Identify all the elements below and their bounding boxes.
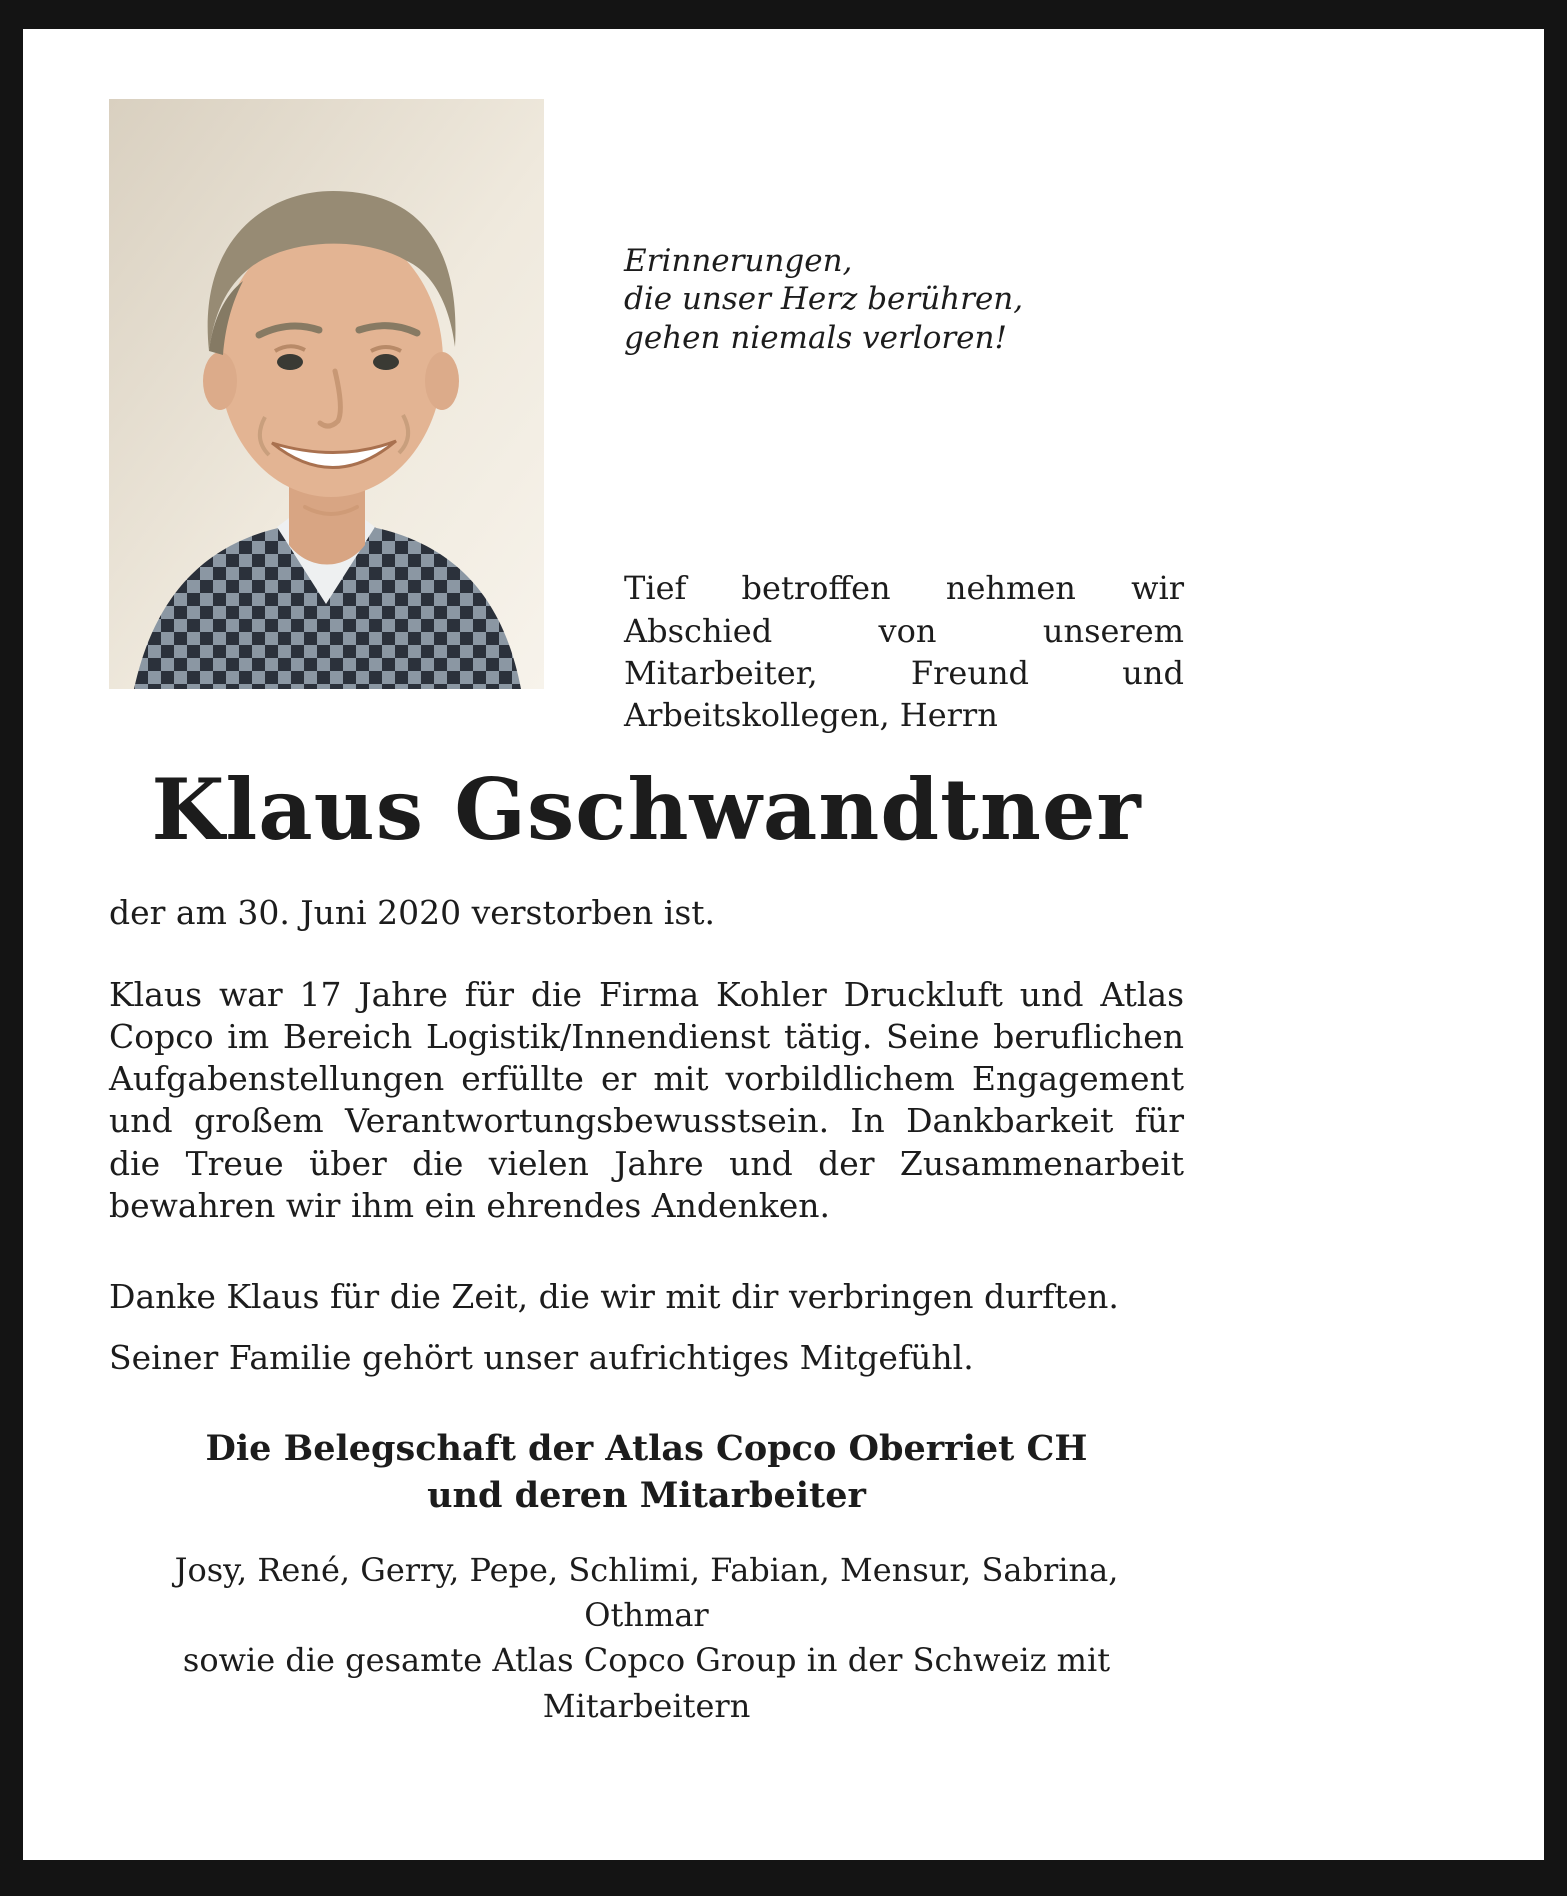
deceased-name: Klaus Gschwandtner xyxy=(151,760,1142,860)
memorial-card xyxy=(23,29,1544,1860)
portrait-illustration xyxy=(109,99,544,689)
names-block xyxy=(109,1548,1184,1730)
quote-line: die unser Herz berühren, xyxy=(624,281,1024,318)
quote-line: gehen niemals verloren! xyxy=(624,319,1007,356)
names-line: Josy, René, Gerry, Pepe, Schlimi, Fabian, Mensur, Sabrina, Othmar xyxy=(174,1550,1119,1634)
memorial-quote xyxy=(624,242,1184,357)
signature-sub: und deren Mitarbeiter xyxy=(427,1475,866,1517)
quote-line: Erinnerungen, xyxy=(624,243,853,279)
header-row xyxy=(109,99,1184,736)
signature-company: Die Belegschaft der Atlas Copco Oberriet CH xyxy=(205,1428,1088,1470)
thanks-line: Danke Klaus für die Zeit, die wir mit dir verbringen durften. xyxy=(109,1277,1119,1317)
names-line-2: sowie die gesamte Atlas Copco Group in der Schweiz mit Mitarbeitern xyxy=(182,1641,1111,1725)
signature-block xyxy=(109,1425,1184,1520)
intro-text: Tief betroffen nehmen wir Abschied von unserem Mitarbeiter, Freund und Arbeitskollegen, Herrn xyxy=(624,569,1184,735)
header-text-column xyxy=(544,99,1184,736)
card-content xyxy=(109,99,1184,1729)
death-date-line: der am 30. Juni 2020 verstorben ist. xyxy=(109,892,716,932)
condolence-line: Seiner Familie gehört unser aufrichtiges Mitgefühl. xyxy=(109,1338,974,1378)
obituary-paragraph: Klaus war 17 Jahre für die Firma Kohler Druckluft und Atlas Copco im Bereich Logistik/Innendienst tätig. Seine beruflichen Aufgabenstellungen erfüllte er mit vorbildlichem Engagement und großem Verantwortungsbewusstsein. In Dankbarkeit für die Treue über die vielen Jahre und der Zusammenarbeit bewahren wir ihm ein ehrendes Andenken. xyxy=(109,974,1184,1225)
portrait-photo xyxy=(109,99,544,689)
